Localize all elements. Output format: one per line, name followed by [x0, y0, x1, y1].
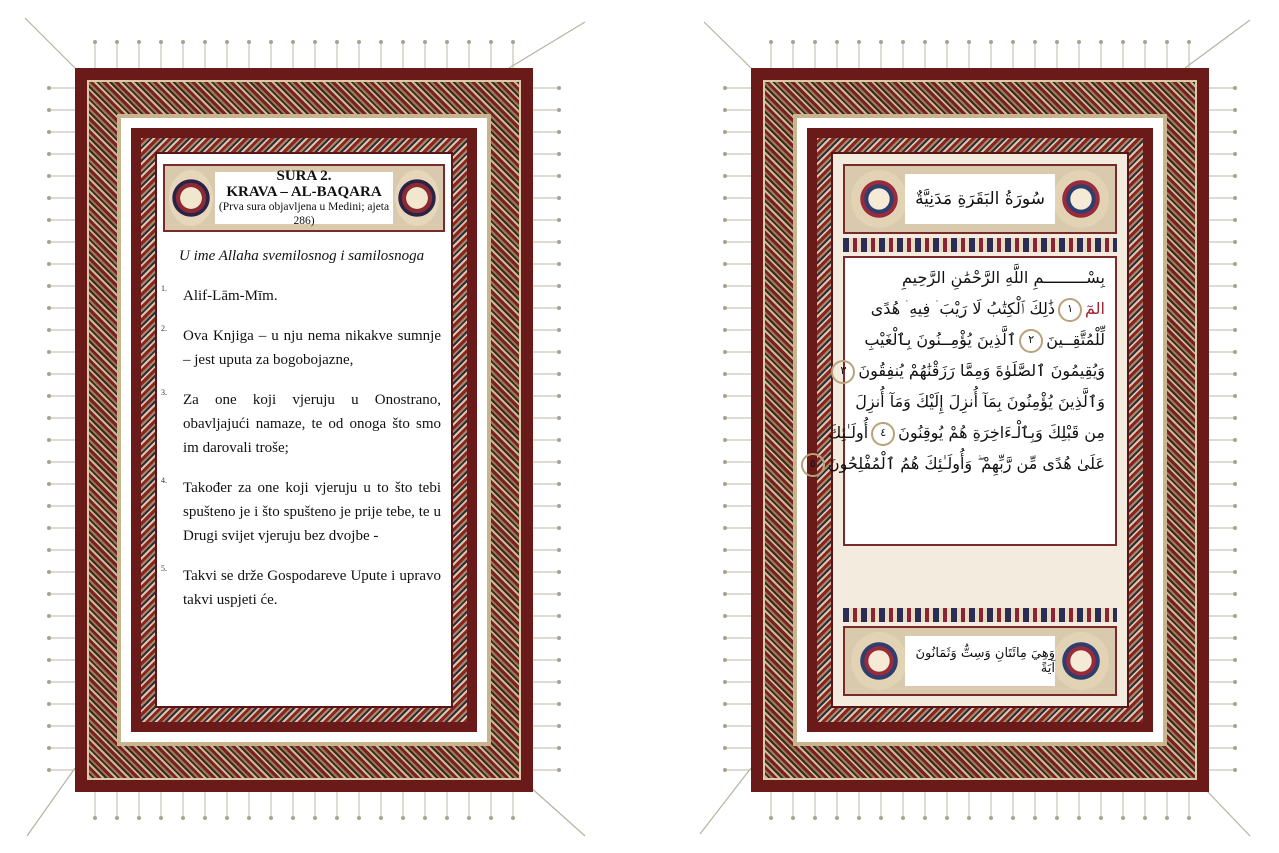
arabic-line: وَيُقِيمُونَ ٱلصَّلَوٰةَ وَمِمَّا رَزَقْنَٰهُمْ يُنفِقُونَ٣ [855, 355, 1105, 386]
ornamental-frame [75, 68, 533, 792]
arabic-line: لِّلْمُتَّقِــينَ٢ٱلَّذِينَ يُؤْمِــنُونَ بِٱلْغَيْبِ [855, 324, 1105, 355]
ornament-lobe-icon [395, 170, 439, 226]
ornament-lobe-icon [169, 170, 213, 226]
verse-end-marker-icon: ٣ [831, 360, 855, 384]
verse-number: 1. [161, 284, 167, 293]
ornament-lobe-icon [851, 632, 907, 690]
verse-count-arabic: وَهِيَ مِائَتَانِ وَسِتٌّ وَثَمَانُونَ آيَةً [905, 636, 1055, 686]
ornamental-frame [751, 68, 1209, 792]
arabic-panel [809, 152, 1129, 708]
arabic-line: وَٱلَّذِينَ يُؤْمِنُونَ بِمَآ أُنزِلَ إِلَيْكَ وَمَآ أُنزِلَ [855, 392, 1105, 411]
verse-number: 2. [161, 324, 167, 333]
verse-number: 3. [161, 388, 167, 397]
arabic-footer-cartouche [843, 626, 1117, 696]
arabic-line: مِن قَبْلِكَ وَبِٱلْـءَاخِرَةِ هُمْ يُوقِنُونَ٤أُولَـٰئِكَ [855, 417, 1105, 448]
verse-text: Ova Knjiga – u nju nema nikakve sumnje – jest uputa za bogobojazne, [183, 328, 441, 368]
basmala-translation: U ime Allaha svemilosnog i samilosnoga [179, 248, 425, 264]
ornament-lobe-icon [1053, 170, 1109, 228]
sura-note: (Prva sura objavljena u Medini; ajeta 286) [218, 201, 390, 227]
sura-title-cartouche [163, 164, 445, 232]
verse-text: Također za one koji vjeruju u to što tebi spušteno je i što spušteno je prije tebe, te u Drugi svijet vjeruju bez dvojbe - [183, 480, 441, 544]
verse-text: Takvi se drže Gospodareve Upute i upravo takvi uspjeti će. [183, 568, 441, 608]
verse-number: 4. [161, 476, 167, 485]
verse-text: Alif-Lām-Mīm. [183, 288, 278, 304]
verse-end-marker-icon: ١ [1058, 298, 1082, 322]
arabic-line: عَلَىٰ هُدًى مِّن رَّبِّهِمْ ۖ وَأُولَـٰئِكَ هُمُ ٱلْمُفْلِحُونَ٥ [855, 448, 1105, 479]
ornament-lobe-icon [1053, 632, 1109, 690]
verse-end-marker-icon: ٥ [801, 453, 825, 477]
arabic-sura-title-cartouche [843, 164, 1117, 234]
ornament-band [843, 608, 1117, 622]
verse-text: Za one koji vjeruju u Onostrano, obavljajući namaze, te od onoga što smo im darovali troše; [183, 392, 441, 456]
verse-end-marker-icon: ٢ [1019, 329, 1043, 353]
sura-number: SURA 2. [276, 168, 332, 184]
text-panel [155, 152, 453, 708]
right-page [664, 0, 1274, 853]
ornament-band [843, 238, 1117, 252]
arabic-line: المٓ١ذَٰلِكَ ٱلْكِتَٰبُ لَا رَيْبَ ۛ فِيهِ ۛ هُدًى [855, 293, 1105, 324]
verse-end-marker-icon: ٤ [871, 422, 895, 446]
ornament-lobe-icon [851, 170, 907, 228]
verse-number: 5. [161, 564, 167, 573]
sura-name: KRAVA – AL-BAQARA [226, 184, 382, 200]
arabic-sura-title: سُورَةُ البَقَرَةِ مَدَنِيَّةٌ [905, 174, 1055, 224]
left-page [5, 0, 615, 853]
basmala-arabic: بِسْـــــــــمِ اللَّهِ الرَّحْمَٰنِ الرَّحِيمِ [902, 268, 1105, 287]
arabic-verses [809, 256, 1117, 546]
